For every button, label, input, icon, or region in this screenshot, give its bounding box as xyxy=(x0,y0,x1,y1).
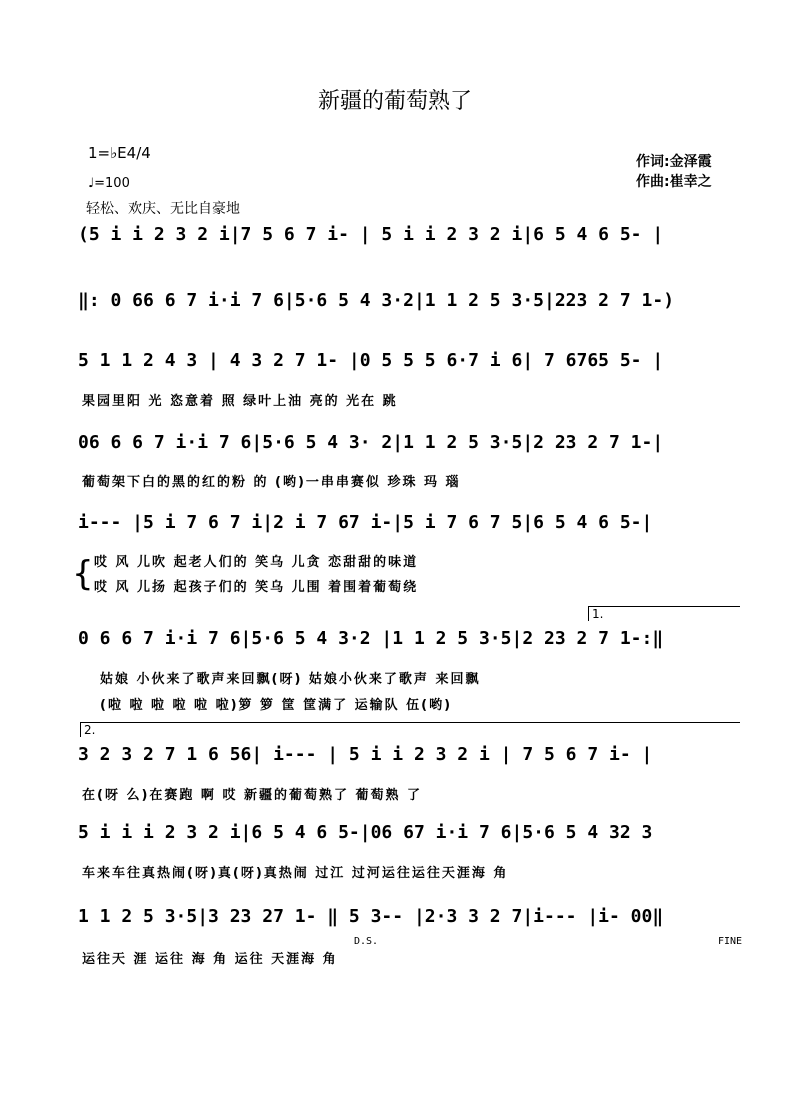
lyric-line: 哎 风 儿扬 起孩子们的 笑乌 儿围 着围着葡萄绕 xyxy=(94,580,419,595)
notation-line: ‖: 0 66 6 7 i·i 7 6|5·6 5 4 3·2|1 1 2 5 3·5|223 2 7 1-) xyxy=(78,290,675,311)
credits xyxy=(636,152,712,192)
lyricist-credit: 作词:金泽霞 xyxy=(636,154,712,170)
lyric-line: (啦 啦 啦 啦 啦 啦)箩 箩 筐 筐满了 运输队 伍(哟) xyxy=(100,698,453,713)
notation-line: (5 i i 2 3 2 i|7 5 6 7 i- | 5 i i 2 3 2 i|6 5 4 6 5- | xyxy=(78,224,664,245)
verse-brace: { xyxy=(72,554,94,594)
lyric-line: 哎 风 儿吹 起老人们的 笑乌 儿贪 恋甜甜的味道 xyxy=(94,555,419,570)
lyric-line: 姑娘 小伙来了歌声来回飘(呀) 姑娘小伙来了歌声 来回飘 xyxy=(100,672,481,687)
notation-line: 5 1 1 2 4 3 | 4 3 2 7 1- |0 5 5 5 6·7 i 6| 7 6765 5- | xyxy=(78,350,664,371)
notation-line: 5 i i i 2 3 2 i|6 5 4 6 5-|06 67 i·i 7 6|5·6 5 4 32 3 xyxy=(78,822,653,843)
notation-line: 1 1 2 5 3·5|3 23 27 1- ‖ 5 3-- |2·3 3 2 7|i--- |i- 00‖ xyxy=(78,906,664,927)
ds-marker: D.S. xyxy=(354,936,379,947)
notation-line: 06 6 6 7 i·i 7 6|5·6 5 4 3· 2|1 1 2 5 3·5|2 23 2 7 1-| xyxy=(78,432,664,453)
lyric-line: 车来车往真热闹(呀)真(呀)真热闹 过江 过河运往运往天涯海 角 xyxy=(82,866,509,881)
expression-note: 轻松、欢庆、无比自豪地 xyxy=(86,201,240,217)
lyric-line: 葡萄架下白的黑的红的粉 的 (哟)一串串赛似 珍珠 玛 瑙 xyxy=(82,475,461,490)
volta-second-ending: 2. xyxy=(80,722,740,737)
lyric-line: 在(呀 么)在赛跑 啊 哎 新疆的葡萄熟了 葡萄熟 了 xyxy=(82,788,423,803)
volta-first-ending: 1. xyxy=(588,606,740,621)
tempo-marking: ♩=100 xyxy=(88,176,130,191)
notation-line: 0 6 6 7 i·i 7 6|5·6 5 4 3·2 |1 1 2 5 3·5|2 23 2 7 1-:‖ xyxy=(78,628,664,649)
fine-marker: FINE xyxy=(718,936,743,947)
lyric-line: 果园里阳 光 恣意着 照 绿叶上油 亮的 光在 跳 xyxy=(82,394,398,409)
notation-line: 3 2 3 2 7 1 6 56| i--- | 5 i i 2 3 2 i | 7 5 6 7 i- | xyxy=(78,744,653,765)
composer-credit: 作曲:崔幸之 xyxy=(636,174,712,190)
lyric-line: 运往天 涯 运往 海 角 运往 天涯海 角 xyxy=(82,952,338,967)
key-signature: 1=♭E4/4 xyxy=(88,144,151,162)
notation-line: i--- |5 i 7 6 7 i|2 i 7 67 i-|5 i 7 6 7 5|6 5 4 6 5-| xyxy=(78,512,653,533)
song-title: 新疆的葡萄熟了 xyxy=(317,89,472,114)
